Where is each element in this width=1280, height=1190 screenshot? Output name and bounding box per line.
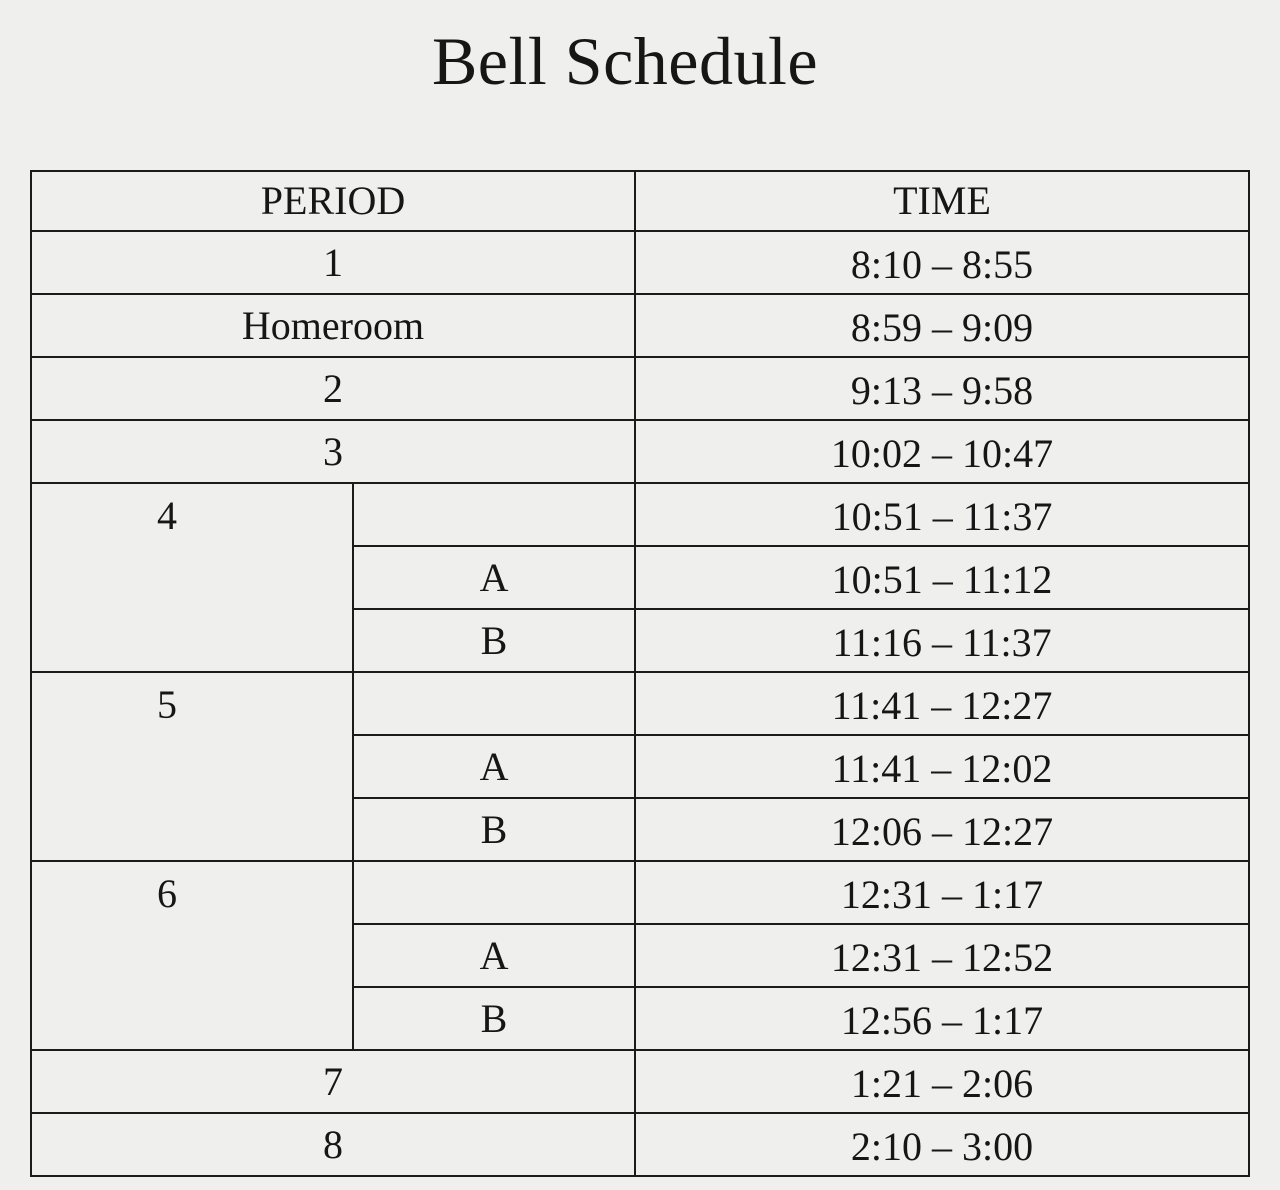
time-cell: 12:06 – 12:27 (635, 798, 1249, 861)
table-header-row (31, 171, 1249, 231)
time-column-header: TIME (635, 171, 1249, 231)
period-cell: 8 (31, 1113, 635, 1176)
period-cell: Homeroom (31, 294, 635, 357)
table-row (31, 861, 1249, 924)
time-cell: 9:13 – 9:58 (635, 357, 1249, 420)
period-cell: 3 (31, 420, 635, 483)
sub-period-cell: B (353, 609, 635, 672)
sub-period-cell: A (353, 924, 635, 987)
time-cell: 8:10 – 8:55 (635, 231, 1249, 294)
bell-schedule-table-wrap (30, 170, 1248, 1177)
period-cell: 7 (31, 1050, 635, 1113)
time-cell: 12:56 – 1:17 (635, 987, 1249, 1050)
table-row (31, 231, 1249, 294)
table-row (31, 420, 1249, 483)
table-row (31, 483, 1249, 546)
sub-period-cell: B (353, 987, 635, 1050)
split-period-cell: 4 (31, 483, 353, 672)
time-cell: 10:51 – 11:12 (635, 546, 1249, 609)
time-cell: 11:41 – 12:02 (635, 735, 1249, 798)
time-cell: 11:16 – 11:37 (635, 609, 1249, 672)
sub-period-cell: B (353, 798, 635, 861)
time-cell: 10:02 – 10:47 (635, 420, 1249, 483)
period-cell: 1 (31, 231, 635, 294)
table-row (31, 1050, 1249, 1113)
time-cell: 11:41 – 12:27 (635, 672, 1249, 735)
time-cell: 10:51 – 11:37 (635, 483, 1249, 546)
sub-period-cell: A (353, 735, 635, 798)
sub-period-empty-cell (353, 483, 635, 546)
bell-schedule-table (30, 170, 1250, 1177)
split-period-cell: 5 (31, 672, 353, 861)
period-column-header: PERIOD (31, 171, 635, 231)
sub-period-empty-cell (353, 861, 635, 924)
time-cell: 2:10 – 3:00 (635, 1113, 1249, 1176)
page-title: Bell Schedule (431, 23, 819, 99)
time-cell: 8:59 – 9:09 (635, 294, 1249, 357)
time-cell: 1:21 – 2:06 (635, 1050, 1249, 1113)
table-row (31, 1113, 1249, 1176)
table-row (31, 294, 1249, 357)
table-row (31, 357, 1249, 420)
sub-period-cell: A (353, 546, 635, 609)
period-cell: 2 (31, 357, 635, 420)
sub-period-empty-cell (353, 672, 635, 735)
table-row (31, 672, 1249, 735)
time-cell: 12:31 – 12:52 (635, 924, 1249, 987)
split-period-cell: 6 (31, 861, 353, 1050)
time-cell: 12:31 – 1:17 (635, 861, 1249, 924)
